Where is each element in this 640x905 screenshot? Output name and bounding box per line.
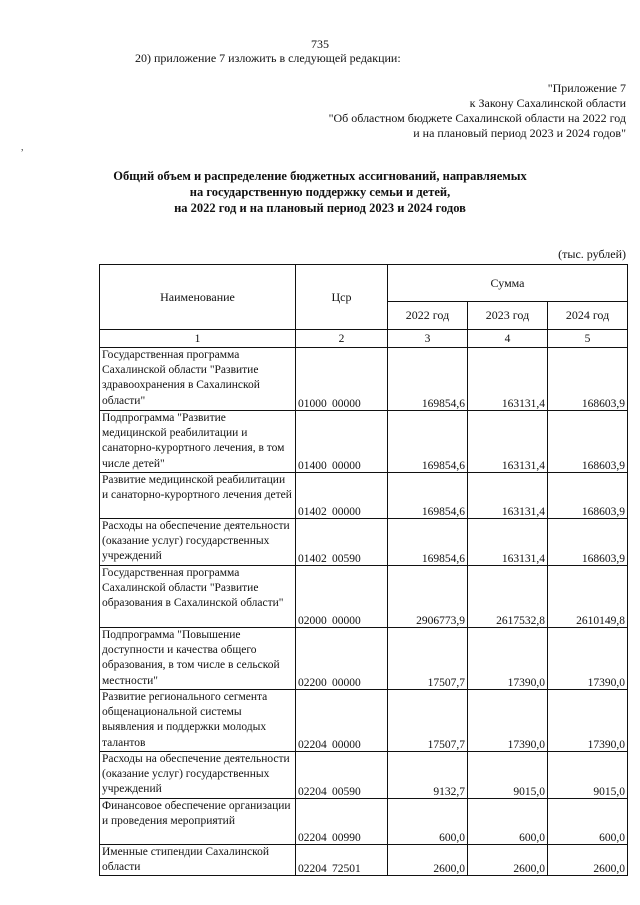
row-name: Государственная программа Сахалинской области "Развитие образования в Сахалинской области"	[100, 566, 296, 628]
title-line-3: на 2022 год и на плановый период 2023 и 2024 годов	[174, 201, 466, 215]
row-name: Финансовое обеспечение организации и проведения мероприятий	[100, 798, 296, 844]
header-year-2022: 2022 год	[388, 302, 468, 330]
direction-code: 00000	[332, 739, 361, 751]
row-name: Государственная программа Сахалинской области "Развитие здравоохранения в Сахалинской области"	[100, 348, 296, 411]
direction-code: 00590	[332, 785, 361, 798]
program-code: 02204	[298, 785, 327, 798]
row-code	[296, 628, 388, 690]
amount-2023: 9015,0	[468, 752, 548, 799]
row-code	[296, 411, 388, 473]
amount-2023: 17390,0	[468, 628, 548, 690]
direction-code: 00000	[332, 677, 361, 689]
direction-code: 00000	[332, 615, 361, 627]
intro-text: 20) приложение 7 изложить в следующей редакции:	[135, 51, 401, 65]
amount-2022: 2600,0	[388, 844, 468, 875]
table-row	[100, 798, 628, 844]
budget-table	[99, 264, 628, 876]
column-number: 3	[388, 330, 468, 348]
amount-2023: 163131,4	[468, 411, 548, 473]
amount-2023: 600,0	[468, 798, 548, 844]
amount-2022: 2906773,9	[388, 566, 468, 628]
direction-code: 00000	[332, 506, 361, 518]
row-code	[296, 844, 388, 875]
row-name: Расходы на обеспечение деятельности (оказание услуг) государственных учреждений	[100, 519, 296, 566]
table-row	[100, 628, 628, 690]
header-name: Наименование	[100, 265, 296, 330]
row-code	[296, 798, 388, 844]
column-number: 1	[100, 330, 296, 348]
amount-2024: 168603,9	[548, 473, 628, 519]
program-code: 02204	[298, 831, 327, 844]
title-line-2: на государственную поддержку семьи и детей,	[189, 185, 451, 199]
appendix-reference	[329, 81, 626, 141]
row-name: Развитие регионального сегмента общенациональной системы выявления и поддержки молодых талантов	[100, 690, 296, 752]
amount-2023: 163131,4	[468, 473, 548, 519]
table-row	[100, 519, 628, 566]
column-number: 2	[296, 330, 388, 348]
program-code: 02204	[298, 863, 327, 876]
margin-mark: ,	[21, 142, 24, 153]
direction-code: 72501	[332, 863, 361, 876]
amount-2022: 169854,6	[388, 411, 468, 473]
amount-2022: 169854,6	[388, 348, 468, 411]
amount-2024: 17390,0	[548, 628, 628, 690]
header-sum: Сумма	[388, 265, 628, 302]
table-row	[100, 473, 628, 519]
amount-2024: 2600,0	[548, 844, 628, 875]
program-code: 02200	[298, 677, 327, 689]
amount-2022: 600,0	[388, 798, 468, 844]
table-row	[100, 411, 628, 473]
appendix-line-4: и на плановый период 2023 и 2024 годов"	[413, 126, 626, 140]
table-row	[100, 752, 628, 799]
program-code: 01402	[298, 553, 327, 565]
direction-code: 00000	[332, 398, 361, 410]
amount-2024: 600,0	[548, 798, 628, 844]
header-year-2023: 2023 год	[468, 302, 548, 330]
appendix-line-1: "Приложение 7	[547, 81, 626, 95]
amount-2023: 2600,0	[468, 844, 548, 875]
row-code	[296, 473, 388, 519]
row-name: Подпрограмма "Развитие медицинской реабилитации и санаторно-курортного лечения, в том числе детей"	[100, 411, 296, 473]
table-row	[100, 348, 628, 411]
amount-2022: 17507,7	[388, 628, 468, 690]
row-name: Развитие медицинской реабилитации и санаторно-курортного лечения детей	[100, 473, 296, 519]
amount-2024: 9015,0	[548, 752, 628, 799]
row-name: Расходы на обеспечение деятельности (оказание услуг) государственных учреждений	[100, 752, 296, 799]
direction-code: 00590	[332, 553, 361, 565]
units-note: (тыс. рублей)	[558, 247, 626, 261]
amount-2022: 169854,6	[388, 519, 468, 566]
program-code: 02204	[298, 739, 327, 751]
amount-2023: 163131,4	[468, 348, 548, 411]
direction-code: 00990	[332, 831, 361, 844]
column-number: 5	[548, 330, 628, 348]
row-code	[296, 752, 388, 799]
appendix-line-2: к Закону Сахалинской области	[469, 96, 626, 110]
amount-2024: 168603,9	[548, 411, 628, 473]
row-name: Именные стипендии Сахалинской области	[100, 844, 296, 875]
program-code: 01402	[298, 506, 327, 518]
amount-2024: 168603,9	[548, 348, 628, 411]
row-name: Подпрограмма "Повышение доступности и качества общего образования, в том числе в сельской местности"	[100, 628, 296, 690]
amount-2023: 2617532,8	[468, 566, 548, 628]
amount-2024: 168603,9	[548, 519, 628, 566]
table-row	[100, 690, 628, 752]
amount-2023: 163131,4	[468, 519, 548, 566]
title-line-1: Общий объем и распределение бюджетных ассигнований, направляемых	[113, 169, 527, 183]
row-code	[296, 566, 388, 628]
document-title	[0, 168, 640, 216]
row-code	[296, 348, 388, 411]
program-code: 01000	[298, 398, 327, 410]
direction-code: 00000	[332, 460, 361, 472]
amount-2023: 17390,0	[468, 690, 548, 752]
table-row	[100, 566, 628, 628]
amount-2022: 17507,7	[388, 690, 468, 752]
column-number: 4	[468, 330, 548, 348]
table-row	[100, 844, 628, 875]
row-code	[296, 690, 388, 752]
program-code: 02000	[298, 615, 327, 627]
row-code	[296, 519, 388, 566]
column-number-row	[100, 330, 628, 348]
amount-2022: 169854,6	[388, 473, 468, 519]
header-code: Цср	[296, 265, 388, 330]
program-code: 01400	[298, 460, 327, 472]
amount-2022: 9132,7	[388, 752, 468, 799]
amount-2024: 2610149,8	[548, 566, 628, 628]
header-row	[100, 265, 628, 302]
amount-2024: 17390,0	[548, 690, 628, 752]
header-year-2024: 2024 год	[548, 302, 628, 330]
appendix-line-3: "Об областном бюджете Сахалинской области на 2022 год	[328, 111, 626, 125]
page-number: 735	[311, 37, 329, 51]
